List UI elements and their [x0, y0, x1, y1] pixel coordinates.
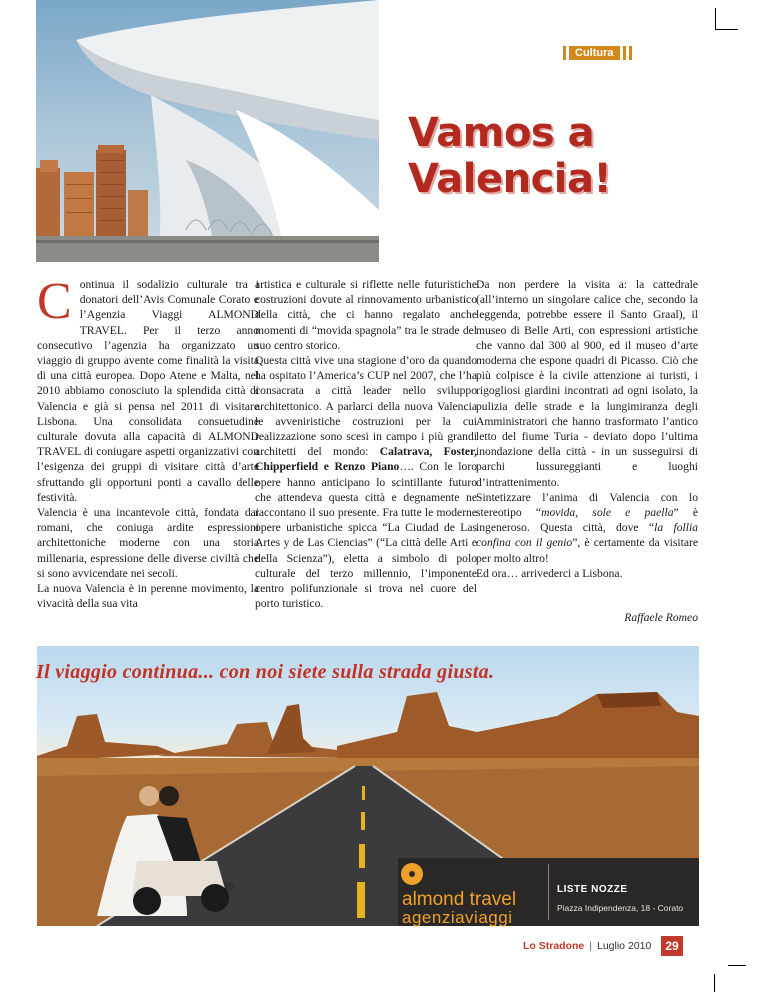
publication-name: Lo Stradone — [523, 940, 585, 952]
crop-mark — [714, 974, 715, 992]
drop-cap: C — [37, 273, 72, 330]
crop-mark — [715, 8, 716, 30]
title-line-1: Vamos a — [408, 110, 595, 156]
quote: movida, sole e paella — [541, 506, 674, 520]
text-span: Sintetizzare l’anima di Valencia con lo stereotipo “ — [476, 490, 698, 520]
paragraph: Ed ora… arrivederci a Lisbona. — [476, 566, 623, 580]
tag-bar — [629, 46, 632, 60]
ad-logo-box — [398, 858, 699, 926]
paragraph: Valencia è una incantevole città, fondata dai romani, che coniuga ardite espressioni architettoniche moderne con una storia millenaria, espressione delle diverse civiltà che si sono avvicendate nei secoli. — [37, 506, 259, 580]
author-byline: Raffaele Romeo — [624, 611, 698, 624]
issue-date: Luglio 2010 — [597, 940, 652, 952]
architect-names: Calatrava, Foster, Chipperfield e Renzo Piano — [255, 445, 477, 474]
header-photo — [36, 0, 379, 262]
tag-bar — [623, 46, 626, 60]
section-label: Cultura — [569, 46, 620, 60]
paragraph — [476, 490, 698, 566]
crop-mark — [716, 29, 738, 30]
brand-subtitle: agenziaviaggi — [402, 908, 513, 927]
agency-address: Piazza Indipendenza, 18 - Corato — [557, 903, 684, 913]
section-tag — [563, 46, 632, 60]
quote: la follia confina con il genio — [476, 521, 698, 550]
article-column-3 — [476, 277, 698, 581]
footer-separator: | — [589, 940, 592, 952]
page-footer — [523, 937, 683, 955]
almond-logo-icon — [400, 862, 424, 886]
article-column-1 — [37, 273, 259, 611]
logo-left — [398, 858, 534, 926]
paragraph: La nuova Valencia è in perenne movimento, la vivacità della sua vita — [37, 582, 259, 611]
text-span: ”, è certamente da visitare per molto altro! — [476, 536, 698, 565]
tag-bar — [563, 46, 566, 60]
ad-slogan: Il viaggio continua... con noi siete sulla strada giusta. — [36, 661, 495, 683]
paragraph: Da non perdere la visita a: la cattedrale (all’interno un singolare calice che, secondo la leggenda, potrebbe essere il Santo Graal), il museo di Belle Arti, con espressioni artistiche che vanno dal 300 al 900, ed il museo d’arte moderna che espone quadri di Picasso. Ciò che più colpisce è la civile attenzione ai turisti, i rigogliosi giardini incontrati ad ogni isolato, la pulizia delle strade e la lungimiranza degli Amministratori che hanno trasformato l’antico letto del fiume Turia - deviato dopo l’ultima inondazione della città - in un susseguirsi di parchi lussureggianti e luoghi d’intrattenimento. — [476, 278, 698, 489]
brand-name: almond travel — [402, 889, 517, 910]
article-column-2 — [255, 277, 477, 611]
title-line-2: Valencia! — [408, 156, 612, 202]
text-span: …. Con le loro opere hanno anticipano lo scintillante futuro che attendeva questa città e degnamente ne raccontano il suo presente. Fra tutte le moderne opere urbanistiche spicca “La Ciudad de Las Artes y de Las Ciencias” (“La città delle Arti e della Scienza”), eletta a simbolo di polo culturale del terzo millennio, l’imponente centro polifunzionale si trova nel cuore del porto turistico. — [255, 460, 477, 611]
crop-mark — [728, 965, 746, 966]
lead-text: ontinua il sodalizio culturale tra i donatori dell’Avis Comunale Corato e l’Agenzia Viaggi ALMOND TRAVEL. Per il terzo anno consecutivo l’agenzia ha organizzato un viaggio di gruppo avente come finalità la visita di una città europea. Dopo Atene e Malta, nel 2010 abbiamo conosciuto la splendida città di Valencia e già si pensa nel 2011 di visitare Lisbona. Una consolidata consuetudine culturale dovuta alla capacità di ALMOND TRAVEL di coniugare aspetti organizzativi con l’esigenza dei gruppi di visitare città d’arte sfruttando gli opportuni ponti a cavallo delle festività. — [37, 278, 259, 504]
paragraph — [255, 353, 477, 611]
paragraph — [37, 273, 259, 505]
text-span: Questa città vive una stagione d’oro da quando ha ospitato l’America’s CUP nel 2007, che l’ha consacrata a città leader nello sviluppo architettonico. A parlarci della nuova Valencia le avveniristiche costruzioni per la cui realizzazione sono scesi in campo i più grandi architetti del mondo: — [255, 354, 477, 459]
logo-right — [548, 864, 683, 920]
text-span: ” è ingeneroso. Questa città, dove “ — [476, 506, 699, 535]
page-number: 29 — [661, 936, 682, 956]
service-label: LISTE NOZZE — [557, 884, 628, 895]
article-title — [408, 110, 738, 202]
paragraph: artistica e culturale si riflette nelle futuristiche costruzioni dovute al rinnovamento urbanistico della città, che ci hanno regalato anche momenti di “movida spagnola” tra le strade del suo centro storico. — [255, 278, 477, 352]
